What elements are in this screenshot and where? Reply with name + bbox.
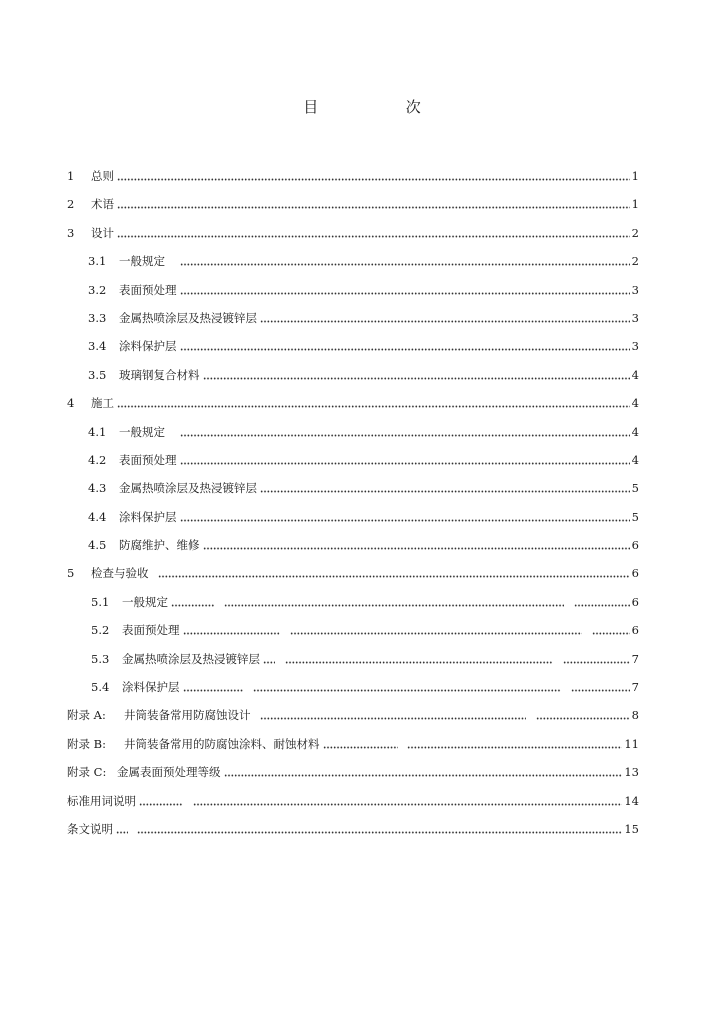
- toc-entry-4-5[interactable]: [67, 537, 639, 565]
- dot-leader: [253, 682, 561, 692]
- toc-entry-page: 4: [631, 367, 639, 382]
- toc-entry-number: 5.1: [91, 594, 110, 609]
- dot-leader: [407, 739, 623, 749]
- toc-entry-number: 4.3: [88, 481, 107, 496]
- toc-entry-appendix-a[interactable]: [67, 707, 639, 735]
- dot-leader: [116, 824, 128, 834]
- dot-leader: [323, 739, 398, 749]
- toc-entry-3[interactable]: [67, 225, 639, 253]
- dot-leader: [260, 313, 630, 323]
- toc-entry-number: 4.5: [88, 538, 107, 553]
- toc-entry-number: 3: [67, 225, 75, 240]
- toc-entry-page: 14: [624, 793, 639, 808]
- toc-entry-5-3[interactable]: [67, 651, 639, 679]
- dot-leader: [117, 228, 630, 238]
- dot-leader: [117, 171, 630, 181]
- toc-entry-title: 设计: [91, 225, 114, 240]
- toc-entry-title: 金属热喷涂层及热浸镀锌层: [119, 481, 257, 496]
- toc-entry-title: 金属热喷涂层及热浸镀锌层: [119, 310, 257, 325]
- dot-leader: [180, 285, 630, 295]
- dot-leader: [139, 796, 183, 806]
- dot-leader: [260, 710, 526, 720]
- toc-entry-page: 5: [631, 509, 639, 524]
- dot-leader: [183, 625, 280, 635]
- toc-entry-appendix-c[interactable]: [67, 764, 639, 792]
- toc-entry-page: 4: [631, 452, 639, 467]
- toc-entry-title: 总则: [91, 169, 114, 183]
- toc-entry-page: 13: [624, 765, 639, 780]
- toc-entry-title: 条文说明: [67, 821, 113, 836]
- toc-entry-title: 一般规定: [122, 594, 168, 609]
- toc-entry-page: 2: [631, 225, 639, 240]
- toc-entry-title: 涂料保护层: [119, 509, 177, 524]
- toc-entry-3-3[interactable]: [67, 310, 639, 338]
- toc-entry-4-1[interactable]: [67, 424, 639, 452]
- dot-leader: [180, 256, 630, 266]
- toc-entry-title: 一般规定: [119, 424, 165, 439]
- dot-leader: [117, 398, 630, 408]
- toc-entry-page: 6: [631, 594, 639, 609]
- dot-leader: [171, 597, 214, 607]
- dot-leader: [203, 370, 630, 380]
- toc-entry-number: 3.2: [88, 282, 107, 297]
- toc-entry-number: 3.3: [88, 310, 107, 325]
- toc-entry-3-5[interactable]: [67, 367, 639, 395]
- dot-leader: [117, 199, 630, 209]
- toc-entry-title: 金属热喷涂层及热浸镀锌层: [122, 651, 260, 666]
- toc-entry-title: 标准用词说明: [67, 793, 136, 808]
- toc-entry-title: 防腐维护、维修: [119, 538, 200, 553]
- toc-entry-page: 6: [631, 623, 639, 638]
- toc-entry-title: 表面预处理: [122, 623, 180, 638]
- toc-entry-title: 井筒装备常用防腐蚀设计: [124, 708, 251, 723]
- toc-entry-title: 涂料保护层: [122, 680, 180, 695]
- toc-entry-3-4[interactable]: [67, 338, 639, 366]
- toc-entry-number: 5.4: [91, 680, 110, 695]
- dot-leader: [290, 625, 582, 635]
- toc-entry-number: 4.4: [88, 509, 107, 524]
- toc-entry-title: 井筒装备常用的防腐蚀涂料、耐蚀材料: [124, 736, 320, 751]
- toc-entry-4-2[interactable]: [67, 452, 639, 480]
- dot-leader: [180, 455, 630, 465]
- toc-entry-number: 3.4: [88, 339, 107, 354]
- toc-entry-title: 一般规定: [119, 254, 165, 269]
- dot-leader: [571, 682, 630, 692]
- toc-entry-page: 3: [631, 282, 639, 297]
- dot-leader: [158, 568, 630, 578]
- toc-entry-page: 4: [631, 424, 639, 439]
- toc-entry-5-2[interactable]: [67, 622, 639, 650]
- toc-entry-page: 7: [631, 651, 639, 666]
- dot-leader: [260, 483, 630, 493]
- toc-entry-number: 5.3: [91, 651, 110, 666]
- dot-leader: [224, 767, 623, 777]
- dot-leader: [563, 654, 630, 664]
- dot-leader: [193, 796, 622, 806]
- toc-entry-4-3[interactable]: [67, 480, 639, 508]
- dot-leader: [592, 625, 630, 635]
- toc-entry-5-1[interactable]: [67, 594, 639, 622]
- toc-entry-page: 1: [631, 197, 639, 212]
- toc-entry-title: 金属表面预处理等级: [117, 765, 221, 780]
- dot-leader: [224, 597, 564, 607]
- toc-entry-number: 附录 C:: [67, 765, 107, 780]
- toc-entry-4-4[interactable]: [67, 509, 639, 537]
- toc-entry-appendix-b[interactable]: [67, 736, 639, 764]
- dot-leader: [137, 824, 622, 834]
- dot-leader: [574, 597, 630, 607]
- toc-entry-number: 4.1: [88, 424, 107, 439]
- toc-entry-page: 15: [624, 821, 639, 836]
- toc-entry-2[interactable]: [67, 196, 639, 224]
- toc-entry-page: 5: [631, 481, 639, 496]
- dot-leader: [183, 682, 243, 692]
- dot-leader: [203, 540, 630, 550]
- page-title: 目 次: [303, 98, 447, 116]
- dot-leader: [285, 654, 553, 664]
- toc-entry-title: 检查与验收: [91, 566, 149, 581]
- dot-leader: [263, 654, 275, 664]
- toc-entry-number: 5: [67, 566, 75, 581]
- toc-entry-title: 术语: [91, 197, 114, 212]
- toc-entry-5[interactable]: [67, 565, 639, 593]
- toc-entry-page: 2: [631, 254, 639, 269]
- toc-entry-number: 2: [67, 197, 75, 212]
- toc-entry-number: 4: [67, 396, 75, 411]
- toc-entry-number: 3.1: [88, 254, 107, 269]
- toc-entry-page: 6: [631, 566, 639, 581]
- toc-entry-title: 表面预处理: [119, 452, 177, 467]
- toc-entry-page: 7: [631, 680, 639, 695]
- toc-entry-3-2[interactable]: [67, 282, 639, 310]
- toc-entry-page: 1: [631, 169, 639, 183]
- dot-leader: [536, 710, 630, 720]
- toc-entry-title: 玻璃钢复合材料: [119, 367, 200, 382]
- toc-entry-3-1[interactable]: [67, 253, 639, 281]
- table-of-contents: [67, 168, 639, 849]
- toc-entry-number: 4.2: [88, 452, 107, 467]
- toc-entry-number: 附录 B:: [67, 736, 106, 751]
- toc-entry-4[interactable]: [67, 395, 639, 423]
- toc-entry-number: 3.5: [88, 367, 107, 382]
- toc-entry-5-4[interactable]: [67, 679, 639, 707]
- toc-entry-page: 3: [631, 339, 639, 354]
- toc-entry-number: 附录 A:: [67, 708, 106, 723]
- toc-entry-page: 4: [631, 396, 639, 411]
- toc-entry-number: 5.2: [91, 623, 110, 638]
- toc-entry-page: 3: [631, 310, 639, 325]
- toc-entry-number: 1: [67, 169, 75, 183]
- toc-entry-standard-terms[interactable]: [67, 793, 639, 821]
- dot-leader: [180, 427, 630, 437]
- dot-leader: [180, 512, 630, 522]
- toc-entry-page: 11: [624, 736, 639, 751]
- toc-entry-title: 施工: [91, 396, 114, 411]
- dot-leader: [180, 341, 630, 351]
- toc-entry-1[interactable]: [67, 168, 639, 196]
- toc-entry-title: 涂料保护层: [119, 339, 177, 354]
- toc-entry-clause-notes[interactable]: [67, 821, 639, 849]
- toc-entry-page: 6: [631, 538, 639, 553]
- toc-entry-page: 8: [631, 708, 639, 723]
- toc-entry-title: 表面预处理: [119, 282, 177, 297]
